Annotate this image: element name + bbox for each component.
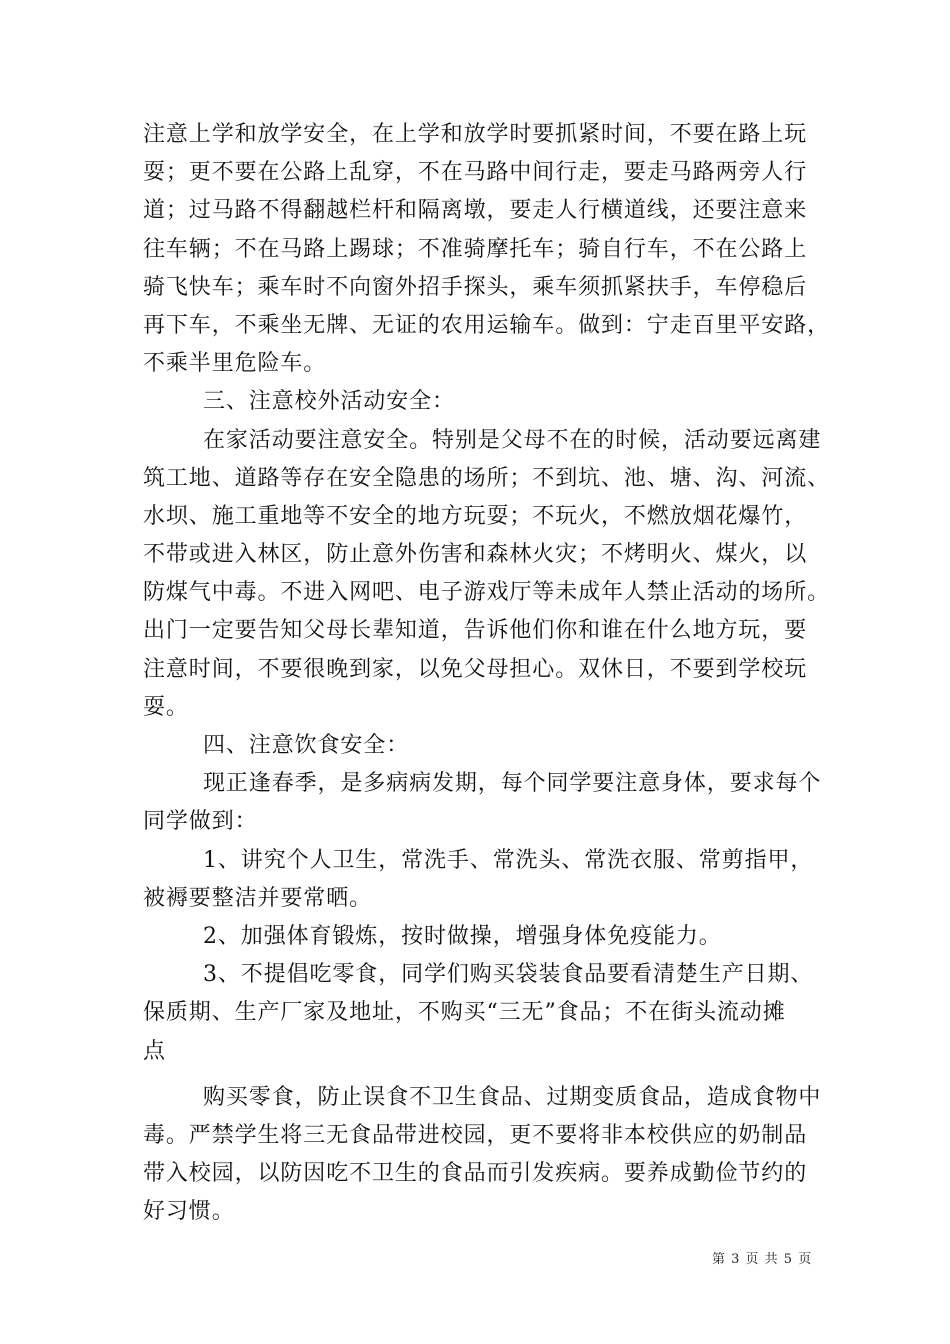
text-line: 购买零食，防止误食不卫生食品、过期变质食品，造成食物中 bbox=[203, 1084, 822, 1110]
page-number: 第 3 页 共 5 页 bbox=[712, 1252, 813, 1267]
list-item: 2、加强体育锻炼，按时做操，增强身体免疫能力。 bbox=[203, 923, 722, 949]
text-line: 水坝、施工重地等不安全的地方玩耍；不玩火，不燃放烟花爆竹， bbox=[143, 503, 808, 529]
text-line: 好习惯。 bbox=[143, 1199, 235, 1225]
section-heading: 四、注意饮食安全： bbox=[203, 733, 410, 758]
text-line: 出门一定要告知父母长辈知道，告诉他们你和谁在什么地方玩，要 bbox=[143, 618, 808, 644]
text-line: 往车辆；不在马路上踢球；不准骑摩托车；骑自行车，不在公路上 bbox=[143, 236, 808, 262]
document-body bbox=[143, 116, 831, 1231]
text-line: 带入校园，以防因吃不卫生的食品而引发疾病。要养成勤俭节约的 bbox=[143, 1161, 808, 1187]
text-line: 不带或进入林区，防止意外伤害和森林火灾；不烤明火、煤火，以 bbox=[143, 542, 808, 568]
text-line: 现正逢春季，是多病病发期，每个同学要注意身体，要求每个 bbox=[203, 771, 822, 797]
text-line: 防煤气中毒。不进入网吧、电子游戏厅等未成年人禁止活动的场所。 bbox=[143, 580, 831, 606]
text-line: 道；过马路不得翻越栏杆和隔离墩，要走人行横道线，还要注意来 bbox=[143, 198, 808, 224]
list-item: 3、不提倡吃零食，同学们购买袋装食品要看清楚生产日期、 bbox=[203, 962, 814, 988]
text-line: 同学做到： bbox=[143, 809, 258, 835]
text-line: 再下车，不乘坐无牌、无证的农用运输车。做到：宁走百里平安路， bbox=[143, 312, 831, 338]
text-line: 点 bbox=[143, 1038, 166, 1064]
text-line: 注意时间，不要很晚到家，以免父母担心。双休日，不要到学校玩 bbox=[143, 656, 808, 682]
text-line: 筑工地、道路等存在安全隐患的场所；不到坑、池、塘、沟、河流、 bbox=[143, 465, 831, 491]
text-line: 被褥要整洁并要常晒。 bbox=[143, 885, 373, 911]
text-line: 保质期、生产厂家及地址，不购买“三无”食品；不在街头流动摊 bbox=[143, 1000, 786, 1026]
section-heading: 三、注意校外活动安全： bbox=[203, 389, 455, 415]
text-line: 不乘半里危险车。 bbox=[143, 351, 327, 377]
text-line: 耍。 bbox=[143, 694, 189, 720]
text-line: 在家活动要注意安全。特别是父母不在的时候，活动要远离建 bbox=[203, 427, 822, 453]
list-item: 1、讲究个人卫生，常洗手、常洗头、常洗衣服、常剪指甲， bbox=[203, 847, 814, 873]
text-line: 毒。严禁学生将三无食品带进校园，更不要将非本校供应的奶制品 bbox=[143, 1122, 808, 1148]
text-line: 耍；更不要在公路上乱穿，不在马路中间行走，要走马路两旁人行 bbox=[143, 160, 808, 186]
text-line: 骑飞快车；乘车时不向窗外招手探头，乘车须抓紧扶手，车停稳后 bbox=[143, 274, 808, 300]
text-line: 注意上学和放学安全，在上学和放学时要抓紧时间，不要在路上玩 bbox=[143, 122, 808, 147]
